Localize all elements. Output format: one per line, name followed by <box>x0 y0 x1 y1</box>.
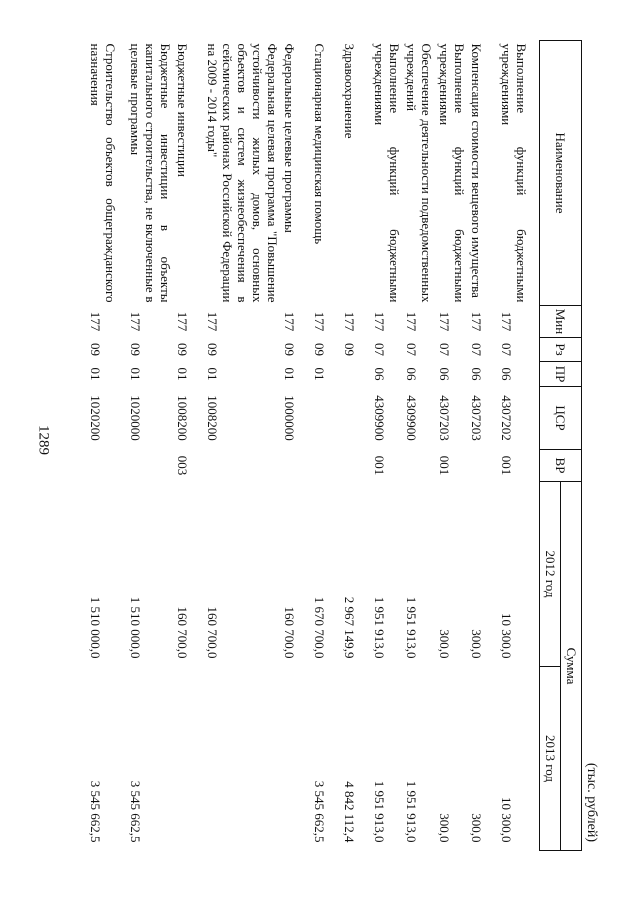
row-vr: 001 <box>437 455 452 476</box>
table-row <box>204 41 281 851</box>
row-sum-2012: 300,0 <box>469 629 484 659</box>
row-csr: 4309900 <box>372 395 387 441</box>
header-min: Мин <box>540 306 582 338</box>
row-min: 177 <box>469 311 484 332</box>
header-name: Наименование <box>540 41 582 306</box>
rotated-page-content <box>88 40 602 850</box>
row-name: Бюджетные инвестиции <box>175 43 190 177</box>
row-vr <box>281 450 311 482</box>
table-body <box>87 41 540 851</box>
row-pr: 06 <box>372 367 387 381</box>
row-csr <box>311 387 341 450</box>
row-rz: 07 <box>469 343 484 356</box>
row-min: 177 <box>437 311 452 332</box>
table-row <box>281 41 311 851</box>
header-year-2013: 2013 год <box>540 667 561 851</box>
budget-table <box>87 40 582 851</box>
header-pr: ПР <box>540 362 582 387</box>
row-sum-2012: 160 700,0 <box>205 606 220 659</box>
row-name: Здравоохранение <box>342 43 357 139</box>
header-year-2012: 2012 год <box>540 482 561 667</box>
row-name: Компенсация стоимости вещевого имущества <box>469 43 484 298</box>
table-row <box>311 41 341 851</box>
row-pr: 01 <box>282 367 297 381</box>
row-pr: 01 <box>205 367 220 381</box>
row-name: Выполнение функций бюджетными учреждениями <box>499 43 529 303</box>
row-rz: 07 <box>372 343 387 356</box>
row-sum-2012: 1 951 913,0 <box>404 596 419 659</box>
row-sum-2013: 3 545 662,5 <box>312 780 327 843</box>
row-vr <box>311 450 341 482</box>
row-vr <box>204 450 281 482</box>
header-vr: ВР <box>540 450 582 482</box>
row-csr: 1008200 <box>175 395 190 441</box>
row-vr: 001 <box>499 455 514 476</box>
table-row <box>174 41 204 851</box>
row-csr: 4307203 <box>437 395 452 441</box>
table-row <box>498 41 540 851</box>
row-vr <box>403 450 436 482</box>
row-vr <box>87 450 127 482</box>
table-row <box>341 41 371 851</box>
row-sum-2013 <box>174 667 204 851</box>
row-sum-2013: 1 951 913,0 <box>372 780 387 843</box>
row-pr: 06 <box>404 367 419 381</box>
row-pr: 01 <box>175 367 190 381</box>
row-csr: 1020000 <box>128 395 143 441</box>
row-csr: 1020200 <box>88 395 103 441</box>
row-csr: 1008200 <box>205 395 220 441</box>
row-name: Федеральные целевые программы <box>282 43 297 233</box>
row-pr: 01 <box>88 367 103 381</box>
row-csr: 1000000 <box>282 395 297 441</box>
row-min: 177 <box>499 311 514 332</box>
table-row <box>436 41 468 851</box>
header-sum: Сумма <box>561 482 582 851</box>
row-vr <box>468 450 498 482</box>
row-vr: 003 <box>175 455 190 476</box>
row-name: Обеспечение деятельности подведомственных учреждений <box>404 43 434 303</box>
row-sum-2012: 300,0 <box>437 629 452 659</box>
row-rz: 09 <box>312 343 327 356</box>
row-sum-2013: 1 951 913,0 <box>404 780 419 843</box>
row-csr: 4307202 <box>499 395 514 441</box>
row-min: 177 <box>312 311 327 332</box>
row-min: 177 <box>282 311 297 332</box>
row-sum-2012: 160 700,0 <box>282 606 297 659</box>
header-csr: ЦСР <box>540 387 582 450</box>
table-row <box>403 41 436 851</box>
row-name: Строительство объектов общегражданского назначения <box>88 43 118 303</box>
row-pr <box>341 362 371 387</box>
row-csr: 4309900 <box>404 395 419 441</box>
row-name: Бюджетные инвестиции в объекты капитального строительства, не включенные в целевые программы <box>128 43 173 303</box>
row-rz: 09 <box>128 343 143 356</box>
row-sum-2013: 3 545 662,5 <box>128 780 143 843</box>
row-rz: 07 <box>404 343 419 356</box>
row-sum-2012: 1 670 700,0 <box>312 596 327 659</box>
row-min: 177 <box>128 311 143 332</box>
row-min: 177 <box>175 311 190 332</box>
row-vr <box>127 450 174 482</box>
table-row <box>127 41 174 851</box>
row-rz: 09 <box>175 343 190 356</box>
row-pr: 06 <box>499 367 514 381</box>
row-sum-2013 <box>281 667 311 851</box>
row-sum-2013 <box>204 667 281 851</box>
row-rz: 09 <box>205 343 220 356</box>
table-row <box>371 41 403 851</box>
row-rz: 09 <box>282 343 297 356</box>
row-sum-2012: 1 510 000,0 <box>88 596 103 659</box>
row-csr: 4307203 <box>469 395 484 441</box>
row-sum-2012: 2 967 149,9 <box>342 596 357 659</box>
row-min: 177 <box>88 311 103 332</box>
row-sum-2012: 1 951 913,0 <box>372 596 387 659</box>
row-pr: 01 <box>312 367 327 381</box>
row-min: 177 <box>342 311 357 332</box>
row-min: 177 <box>404 311 419 332</box>
row-csr <box>341 387 371 450</box>
table-row <box>87 41 127 851</box>
row-rz: 09 <box>342 343 357 356</box>
row-sum-2013: 300,0 <box>437 813 452 843</box>
row-name: Выполнение функций бюджетными учреждениями <box>372 43 402 303</box>
page-number: 1289 <box>35 425 52 455</box>
row-name: Выполнение функций бюджетными учреждениями <box>437 43 467 303</box>
row-sum-2012: 10 300,0 <box>499 613 514 659</box>
row-sum-2013: 4 842 112,4 <box>342 781 357 843</box>
row-sum-2013: 10 300,0 <box>499 797 514 843</box>
row-pr: 01 <box>128 367 143 381</box>
row-sum-2012: 160 700,0 <box>175 606 190 659</box>
units-label: (тыс. рублей) <box>584 762 599 842</box>
row-sum-2013: 300,0 <box>469 813 484 843</box>
row-sum-2012: 1 510 000,0 <box>128 596 143 659</box>
table-row <box>468 41 498 851</box>
row-rz: 07 <box>499 343 514 356</box>
row-rz: 07 <box>437 343 452 356</box>
row-min: 177 <box>372 311 387 332</box>
row-pr: 06 <box>437 367 452 381</box>
row-name: Федеральная целевая программа "Повышение устойчивости жилых домов, основных объектов и систем жизнеобеспечения в сейсмических районах Российской Федерации на 2009 - 2014 годы" <box>205 43 280 303</box>
row-pr: 06 <box>469 367 484 381</box>
row-vr <box>341 450 371 482</box>
row-min: 177 <box>205 311 220 332</box>
row-name: Стационарная медицинская помощь <box>312 43 327 245</box>
header-rz: Рз <box>540 338 582 362</box>
row-vr: 001 <box>372 455 387 476</box>
row-sum-2013: 3 545 662,5 <box>88 780 103 843</box>
row-rz: 09 <box>88 343 103 356</box>
